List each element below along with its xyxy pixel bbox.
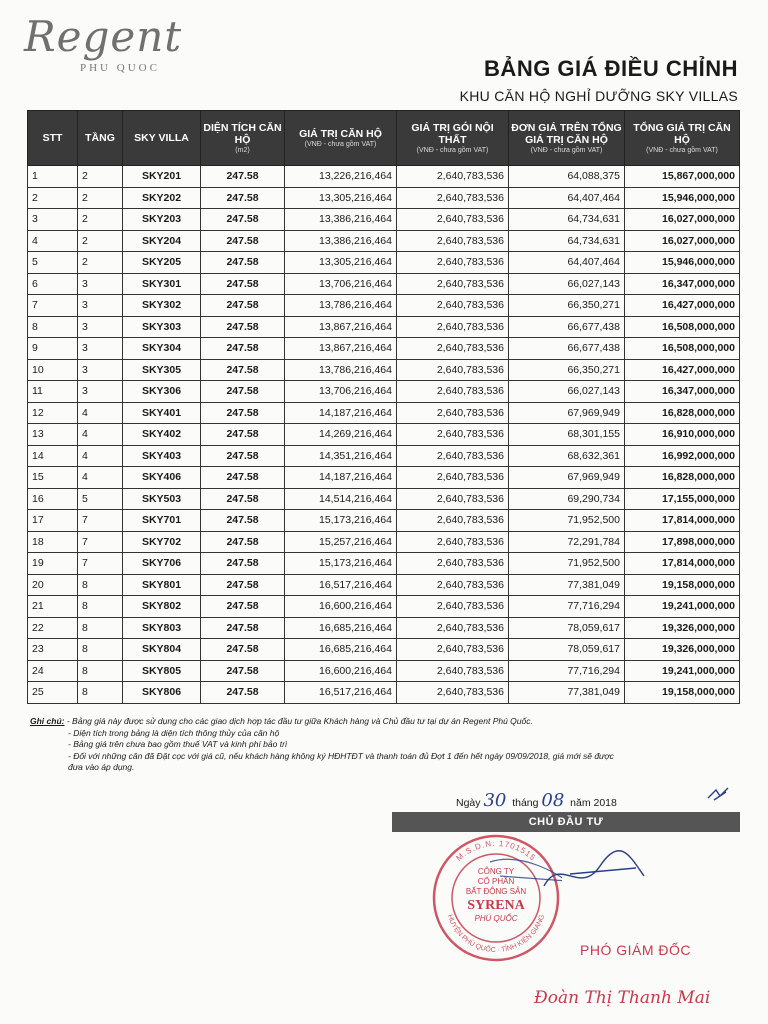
- villa-code-cell: SKY406: [123, 467, 201, 489]
- villa-code-cell: SKY702: [123, 531, 201, 553]
- floor-cell: 2: [78, 252, 123, 274]
- column-header-label: SKY VILLA: [134, 132, 189, 144]
- total-value-cell: 19,241,000,000: [625, 596, 740, 618]
- total-value-cell: 16,027,000,000: [625, 230, 740, 252]
- villa-code-cell: SKY305: [123, 359, 201, 381]
- furniture-value-cell: 2,640,783,536: [397, 209, 509, 231]
- month-value: 08: [541, 790, 565, 811]
- floor-cell: 3: [78, 338, 123, 360]
- apartment-value-cell: 15,257,216,464: [285, 531, 397, 553]
- unit-price-cell: 66,350,271: [509, 295, 625, 317]
- area-cell: 247.58: [201, 359, 285, 381]
- area-cell: 247.58: [201, 488, 285, 510]
- column-header-unit: (VNĐ - chưa gồm VAT): [416, 146, 489, 154]
- area-cell: 247.58: [201, 316, 285, 338]
- table-row: [28, 359, 740, 381]
- villa-code-cell: SKY503: [123, 488, 201, 510]
- document-subtitle: KHU CĂN HỘ NGHỈ DƯỠNG SKY VILLAS: [459, 88, 738, 104]
- total-value-cell: 16,347,000,000: [625, 273, 740, 295]
- total-value-cell: 16,427,000,000: [625, 359, 740, 381]
- initial-mark: [706, 786, 732, 805]
- owner-banner: CHỦ ĐẦU TƯ: [392, 812, 740, 832]
- table-row: [28, 488, 740, 510]
- furniture-value-cell: 2,640,783,536: [397, 381, 509, 403]
- total-value-cell: 17,814,000,000: [625, 510, 740, 532]
- note-line-4: - Đối với những căn đã Đặt cọc với giá cũ, nếu khách hàng không ký HĐHTĐT và thanh toán đủ Đợt 1 đến hết ngày 09/09/2018, giá mới sẽ được: [68, 750, 614, 761]
- furniture-value-cell: 2,640,783,536: [397, 230, 509, 252]
- furniture-value-cell: 2,640,783,536: [397, 359, 509, 381]
- table-row: [28, 166, 740, 188]
- villa-code-cell: SKY402: [123, 424, 201, 446]
- total-value-cell: 15,946,000,000: [625, 187, 740, 209]
- furniture-value-cell: 2,640,783,536: [397, 617, 509, 639]
- column-header-label: GIÁ TRỊ CĂN HỘ: [299, 127, 382, 140]
- villa-code-cell: SKY306: [123, 381, 201, 403]
- area-cell: 247.58: [201, 295, 285, 317]
- unit-price-cell: 64,734,631: [509, 230, 625, 252]
- apartment-value-cell: 14,269,216,464: [285, 424, 397, 446]
- column-header-label: TẦNG: [85, 132, 115, 144]
- area-cell: 247.58: [201, 445, 285, 467]
- floor-cell: 8: [78, 574, 123, 596]
- seal-line-1: CÔNG TY: [477, 867, 515, 876]
- villa-code-cell: SKY802: [123, 596, 201, 618]
- apartment-value-cell: 13,786,216,464: [285, 295, 397, 317]
- floor-cell: 4: [78, 402, 123, 424]
- furniture-value-cell: 2,640,783,536: [397, 488, 509, 510]
- year-label: năm 2018: [570, 797, 617, 809]
- total-value-cell: 19,241,000,000: [625, 660, 740, 682]
- signatory-name: Đoàn Thị Thanh Mai: [534, 988, 711, 1008]
- row-index-cell: 1: [28, 166, 78, 188]
- area-cell: 247.58: [201, 252, 285, 274]
- furniture-value-cell: 2,640,783,536: [397, 316, 509, 338]
- area-cell: 247.58: [201, 166, 285, 188]
- table-row: [28, 252, 740, 274]
- total-value-cell: 16,828,000,000: [625, 402, 740, 424]
- table-row: [28, 467, 740, 489]
- table-row: [28, 424, 740, 446]
- column-header-label: ĐƠN GIÁ TRÊN TỔNG GIÁ TRỊ CĂN HỘ: [511, 121, 622, 146]
- floor-cell: 3: [78, 316, 123, 338]
- table-row: [28, 273, 740, 295]
- unit-price-cell: 66,677,438: [509, 338, 625, 360]
- row-index-cell: 19: [28, 553, 78, 575]
- table-row: [28, 617, 740, 639]
- row-index-cell: 14: [28, 445, 78, 467]
- unit-price-cell: 71,952,500: [509, 510, 625, 532]
- unit-price-cell: 66,350,271: [509, 359, 625, 381]
- unit-price-cell: 69,290,734: [509, 488, 625, 510]
- apartment-value-cell: 13,386,216,464: [285, 230, 397, 252]
- floor-cell: 3: [78, 273, 123, 295]
- row-index-cell: 12: [28, 402, 78, 424]
- unit-price-cell: 66,677,438: [509, 316, 625, 338]
- apartment-value-cell: 13,226,216,464: [285, 166, 397, 188]
- total-value-cell: 19,326,000,000: [625, 639, 740, 661]
- apartment-value-cell: 13,305,216,464: [285, 252, 397, 274]
- table-row: [28, 660, 740, 682]
- furniture-value-cell: 2,640,783,536: [397, 682, 509, 704]
- table-row: [28, 596, 740, 618]
- unit-price-cell: 78,059,617: [509, 639, 625, 661]
- apartment-value-cell: 13,867,216,464: [285, 316, 397, 338]
- unit-price-cell: 68,632,361: [509, 445, 625, 467]
- furniture-value-cell: 2,640,783,536: [397, 166, 509, 188]
- area-cell: 247.58: [201, 381, 285, 403]
- column-header: [201, 111, 285, 166]
- seal-place: PHÚ QUỐC: [474, 914, 518, 923]
- note-line-5: đưa vào áp dụng.: [68, 762, 135, 772]
- row-index-cell: 5: [28, 252, 78, 274]
- villa-code-cell: SKY803: [123, 617, 201, 639]
- area-cell: 247.58: [201, 531, 285, 553]
- area-cell: 247.58: [201, 402, 285, 424]
- row-index-cell: 20: [28, 574, 78, 596]
- floor-cell: 8: [78, 639, 123, 661]
- total-value-cell: 19,158,000,000: [625, 574, 740, 596]
- villa-code-cell: SKY203: [123, 209, 201, 231]
- unit-price-cell: 64,407,464: [509, 187, 625, 209]
- area-cell: 247.58: [201, 553, 285, 575]
- unit-price-cell: 67,969,949: [509, 402, 625, 424]
- floor-cell: 2: [78, 230, 123, 252]
- floor-cell: 8: [78, 682, 123, 704]
- document-title-block: [460, 56, 738, 104]
- month-label: tháng: [512, 797, 539, 809]
- row-index-cell: 16: [28, 488, 78, 510]
- area-cell: 247.58: [201, 209, 285, 231]
- villa-code-cell: SKY301: [123, 273, 201, 295]
- row-index-cell: 7: [28, 295, 78, 317]
- column-header-unit: (m2): [235, 146, 250, 154]
- unit-price-cell: 64,407,464: [509, 252, 625, 274]
- table-row: [28, 639, 740, 661]
- area-cell: 247.58: [201, 467, 285, 489]
- table-row: [28, 574, 740, 596]
- floor-cell: 7: [78, 553, 123, 575]
- row-index-cell: 17: [28, 510, 78, 532]
- apartment-value-cell: 13,386,216,464: [285, 209, 397, 231]
- apartment-value-cell: 16,685,216,464: [285, 617, 397, 639]
- total-value-cell: 16,508,000,000: [625, 316, 740, 338]
- floor-cell: 2: [78, 209, 123, 231]
- area-cell: 247.58: [201, 230, 285, 252]
- note-line-3: - Bảng giá trên chưa bao gồm thuế VAT và kinh phí bảo trì: [68, 739, 288, 749]
- apartment-value-cell: 15,173,216,464: [285, 553, 397, 575]
- row-index-cell: 24: [28, 660, 78, 682]
- area-cell: 247.58: [201, 617, 285, 639]
- unit-price-cell: 66,027,143: [509, 381, 625, 403]
- seal-ring-bottom: HUYỆN PHÚ QUỐC · TỈNH KIÊN GIANG: [445, 913, 547, 955]
- apartment-value-cell: 13,867,216,464: [285, 338, 397, 360]
- table-row: [28, 402, 740, 424]
- unit-price-cell: 77,716,294: [509, 596, 625, 618]
- area-cell: 247.58: [201, 682, 285, 704]
- seal-line-3: BẤT ĐỘNG SẢN: [465, 887, 527, 896]
- day-label: Ngày: [456, 797, 481, 809]
- column-header-unit: (VNĐ - chưa gồm VAT): [646, 146, 718, 154]
- table-row: [28, 445, 740, 467]
- price-table: [27, 110, 740, 704]
- floor-cell: 8: [78, 617, 123, 639]
- floor-cell: 2: [78, 166, 123, 188]
- row-index-cell: 6: [28, 273, 78, 295]
- unit-price-cell: 77,381,049: [509, 682, 625, 704]
- villa-code-cell: SKY205: [123, 252, 201, 274]
- unit-price-cell: 72,291,784: [509, 531, 625, 553]
- total-value-cell: 19,326,000,000: [625, 617, 740, 639]
- villa-code-cell: SKY303: [123, 316, 201, 338]
- total-value-cell: 15,946,000,000: [625, 252, 740, 274]
- table-row: [28, 209, 740, 231]
- table-row: [28, 295, 740, 317]
- villa-code-cell: SKY302: [123, 295, 201, 317]
- table-row: [28, 187, 740, 209]
- apartment-value-cell: 16,600,216,464: [285, 660, 397, 682]
- logo-wordmark: Regent: [24, 12, 183, 61]
- row-index-cell: 23: [28, 639, 78, 661]
- unit-price-cell: 64,734,631: [509, 209, 625, 231]
- handwritten-signature-stroke: [540, 846, 650, 906]
- area-cell: 247.58: [201, 338, 285, 360]
- apartment-value-cell: 16,517,216,464: [285, 682, 397, 704]
- column-header-unit: (VNĐ - chưa gồm VAT): [304, 140, 377, 148]
- apartment-value-cell: 16,685,216,464: [285, 639, 397, 661]
- area-cell: 247.58: [201, 596, 285, 618]
- total-value-cell: 17,155,000,000: [625, 488, 740, 510]
- furniture-value-cell: 2,640,783,536: [397, 574, 509, 596]
- row-index-cell: 4: [28, 230, 78, 252]
- floor-cell: 8: [78, 596, 123, 618]
- unit-price-cell: 77,381,049: [509, 574, 625, 596]
- villa-code-cell: SKY403: [123, 445, 201, 467]
- area-cell: 247.58: [201, 510, 285, 532]
- apartment-value-cell: 16,600,216,464: [285, 596, 397, 618]
- row-index-cell: 15: [28, 467, 78, 489]
- row-index-cell: 21: [28, 596, 78, 618]
- row-index-cell: 11: [28, 381, 78, 403]
- apartment-value-cell: 13,706,216,464: [285, 381, 397, 403]
- villa-code-cell: SKY801: [123, 574, 201, 596]
- total-value-cell: 16,347,000,000: [625, 381, 740, 403]
- table-row: [28, 510, 740, 532]
- note-line-1: [30, 716, 720, 728]
- unit-price-cell: 77,716,294: [509, 660, 625, 682]
- apartment-value-cell: 13,706,216,464: [285, 273, 397, 295]
- villa-code-cell: SKY201: [123, 166, 201, 188]
- table-body: [28, 166, 740, 704]
- floor-cell: 7: [78, 531, 123, 553]
- row-index-cell: 22: [28, 617, 78, 639]
- furniture-value-cell: 2,640,783,536: [397, 531, 509, 553]
- document-title: BẢNG GIÁ ĐIỀU CHỈNH: [484, 56, 738, 81]
- villa-code-cell: SKY204: [123, 230, 201, 252]
- row-index-cell: 25: [28, 682, 78, 704]
- total-value-cell: 17,814,000,000: [625, 553, 740, 575]
- total-value-cell: 15,867,000,000: [625, 166, 740, 188]
- total-value-cell: 16,992,000,000: [625, 445, 740, 467]
- total-value-cell: 16,027,000,000: [625, 209, 740, 231]
- villa-code-cell: SKY401: [123, 402, 201, 424]
- table-row: [28, 682, 740, 704]
- villa-code-cell: SKY701: [123, 510, 201, 532]
- floor-cell: 3: [78, 295, 123, 317]
- total-value-cell: 19,158,000,000: [625, 682, 740, 704]
- area-cell: 247.58: [201, 424, 285, 446]
- row-index-cell: 8: [28, 316, 78, 338]
- regent-logo: [24, 14, 214, 74]
- notes-section: [30, 716, 720, 774]
- table-header-row: [28, 111, 740, 166]
- apartment-value-cell: 16,517,216,464: [285, 574, 397, 596]
- row-index-cell: 2: [28, 187, 78, 209]
- apartment-value-cell: 14,187,216,464: [285, 467, 397, 489]
- floor-cell: 4: [78, 467, 123, 489]
- floor-cell: 2: [78, 187, 123, 209]
- area-cell: 247.58: [201, 639, 285, 661]
- apartment-value-cell: 13,305,216,464: [285, 187, 397, 209]
- total-value-cell: 16,427,000,000: [625, 295, 740, 317]
- total-value-cell: 16,508,000,000: [625, 338, 740, 360]
- signatory-role: PHÓ GIÁM ĐỐC: [580, 942, 692, 958]
- area-cell: 247.58: [201, 660, 285, 682]
- villa-code-cell: SKY806: [123, 682, 201, 704]
- seal-line-2: CỔ PHẦN: [477, 877, 515, 886]
- furniture-value-cell: 2,640,783,536: [397, 424, 509, 446]
- furniture-value-cell: 2,640,783,536: [397, 660, 509, 682]
- column-header: [28, 111, 78, 166]
- floor-cell: 7: [78, 510, 123, 532]
- furniture-value-cell: 2,640,783,536: [397, 510, 509, 532]
- column-header-label: GIÁ TRỊ GÓI NỘI THẤT: [411, 121, 494, 146]
- day-value: 30: [483, 790, 507, 811]
- seal-company-name: SYRENA: [467, 898, 525, 913]
- area-cell: 247.58: [201, 273, 285, 295]
- villa-code-cell: SKY304: [123, 338, 201, 360]
- total-value-cell: 16,828,000,000: [625, 467, 740, 489]
- notes-label: Ghi chú:: [30, 716, 65, 726]
- floor-cell: 3: [78, 381, 123, 403]
- row-index-cell: 9: [28, 338, 78, 360]
- apartment-value-cell: 13,786,216,464: [285, 359, 397, 381]
- row-index-cell: 10: [28, 359, 78, 381]
- floor-cell: 4: [78, 445, 123, 467]
- villa-code-cell: SKY706: [123, 553, 201, 575]
- total-value-cell: 16,910,000,000: [625, 424, 740, 446]
- column-header-label: TỔNG GIÁ TRỊ CĂN HỘ: [633, 121, 731, 146]
- unit-price-cell: 64,088,375: [509, 166, 625, 188]
- unit-price-cell: 67,969,949: [509, 467, 625, 489]
- furniture-value-cell: 2,640,783,536: [397, 553, 509, 575]
- furniture-value-cell: 2,640,783,536: [397, 295, 509, 317]
- floor-cell: 5: [78, 488, 123, 510]
- note-line-2: - Diện tích trong bảng là diện tích thông thủy của căn hộ: [68, 727, 280, 738]
- column-header: [285, 111, 397, 166]
- floor-cell: 4: [78, 424, 123, 446]
- table-row: [28, 381, 740, 403]
- row-index-cell: 3: [28, 209, 78, 231]
- column-header: [625, 111, 740, 166]
- seal-ring-top: M.S.D.N: 1701515: [454, 838, 538, 863]
- furniture-value-cell: 2,640,783,536: [397, 402, 509, 424]
- column-header-unit: (VNĐ - chưa gồm VAT): [530, 146, 603, 154]
- table-row: [28, 230, 740, 252]
- furniture-value-cell: 2,640,783,536: [397, 639, 509, 661]
- apartment-value-cell: 15,173,216,464: [285, 510, 397, 532]
- apartment-value-cell: 14,351,216,464: [285, 445, 397, 467]
- unit-price-cell: 66,027,143: [509, 273, 625, 295]
- furniture-value-cell: 2,640,783,536: [397, 187, 509, 209]
- unit-price-cell: 78,059,617: [509, 617, 625, 639]
- table-row: [28, 531, 740, 553]
- table-row: [28, 553, 740, 575]
- logo-subtitle: PHU QUOC: [80, 62, 160, 74]
- column-header-label: STT: [42, 132, 63, 144]
- villa-code-cell: SKY805: [123, 660, 201, 682]
- row-index-cell: 13: [28, 424, 78, 446]
- furniture-value-cell: 2,640,783,536: [397, 273, 509, 295]
- furniture-value-cell: 2,640,783,536: [397, 467, 509, 489]
- furniture-value-cell: 2,640,783,536: [397, 338, 509, 360]
- column-header: [78, 111, 123, 166]
- furniture-value-cell: 2,640,783,536: [397, 252, 509, 274]
- column-header: [509, 111, 625, 166]
- column-header: [123, 111, 201, 166]
- area-cell: 247.58: [201, 574, 285, 596]
- total-value-cell: 17,898,000,000: [625, 531, 740, 553]
- column-header: [397, 111, 509, 166]
- row-index-cell: 18: [28, 531, 78, 553]
- table-row: [28, 316, 740, 338]
- apartment-value-cell: 14,187,216,464: [285, 402, 397, 424]
- furniture-value-cell: 2,640,783,536: [397, 596, 509, 618]
- unit-price-cell: 71,952,500: [509, 553, 625, 575]
- note-text: - Bảng giá này được sử dụng cho các giao dịch hợp tác đầu tư giữa Khách hàng và Chủ đầu tư tại dự án Regent Phú Quốc.: [66, 716, 533, 726]
- date-line: [456, 790, 617, 811]
- column-header-label: DIỆN TÍCH CĂN HỘ: [203, 121, 282, 146]
- villa-code-cell: SKY804: [123, 639, 201, 661]
- area-cell: 247.58: [201, 187, 285, 209]
- floor-cell: 3: [78, 359, 123, 381]
- apartment-value-cell: 14,514,216,464: [285, 488, 397, 510]
- floor-cell: 8: [78, 660, 123, 682]
- villa-code-cell: SKY202: [123, 187, 201, 209]
- table-row: [28, 338, 740, 360]
- unit-price-cell: 68,301,155: [509, 424, 625, 446]
- furniture-value-cell: 2,640,783,536: [397, 445, 509, 467]
